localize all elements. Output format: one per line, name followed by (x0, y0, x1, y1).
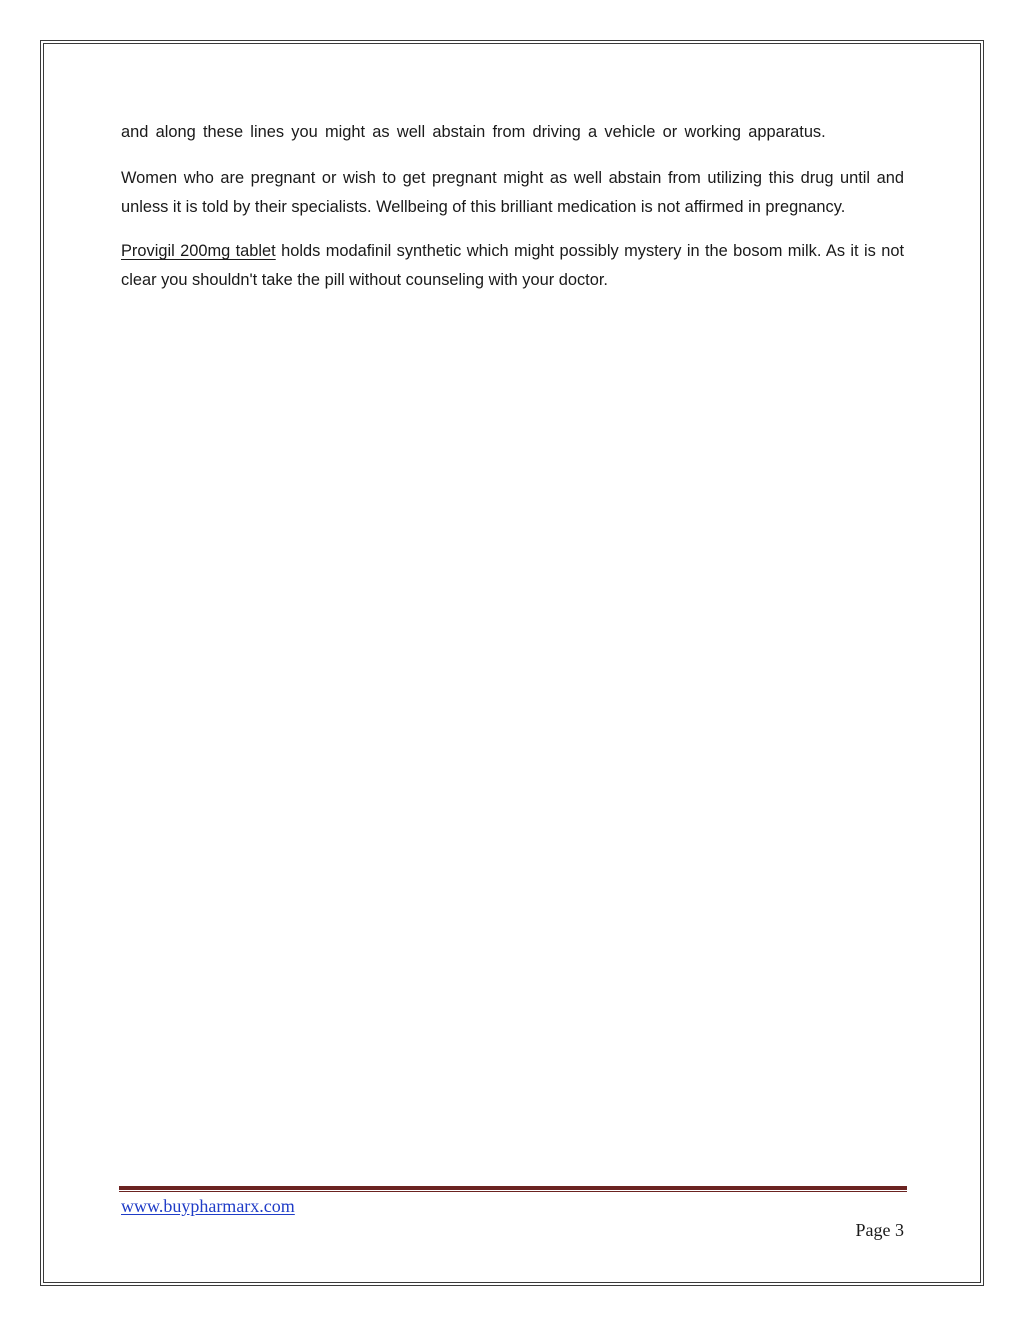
footer-website-link[interactable]: www.buypharmarx.com (121, 1196, 295, 1216)
page-number: Page 3 (855, 1220, 904, 1240)
footer-divider (119, 1186, 907, 1193)
paragraph-breastfeeding (121, 237, 904, 295)
paragraph-pregnancy: Women who are pregnant or wish to get pregnant might as well abstain from utilizing this drug until and unless it is told by their specialists. Wellbeing of this brilliant medication is not affirmed in pregnancy. (121, 169, 904, 216)
paragraph-breastfeeding-text: holds modafinil synthetic which might possibly mystery in the bosom milk. As it is not clear you shouldn't take the pill without counseling with your doctor. (121, 242, 904, 289)
footer-divider-thin (119, 1191, 907, 1192)
document-body (121, 118, 904, 295)
footer-divider-thick (119, 1186, 907, 1190)
paragraph-driving: and along these lines you might as well abstain from driving a vehicle or working apparatus. (121, 123, 826, 141)
provigil-link[interactable]: Provigil 200mg tablet (121, 242, 276, 260)
